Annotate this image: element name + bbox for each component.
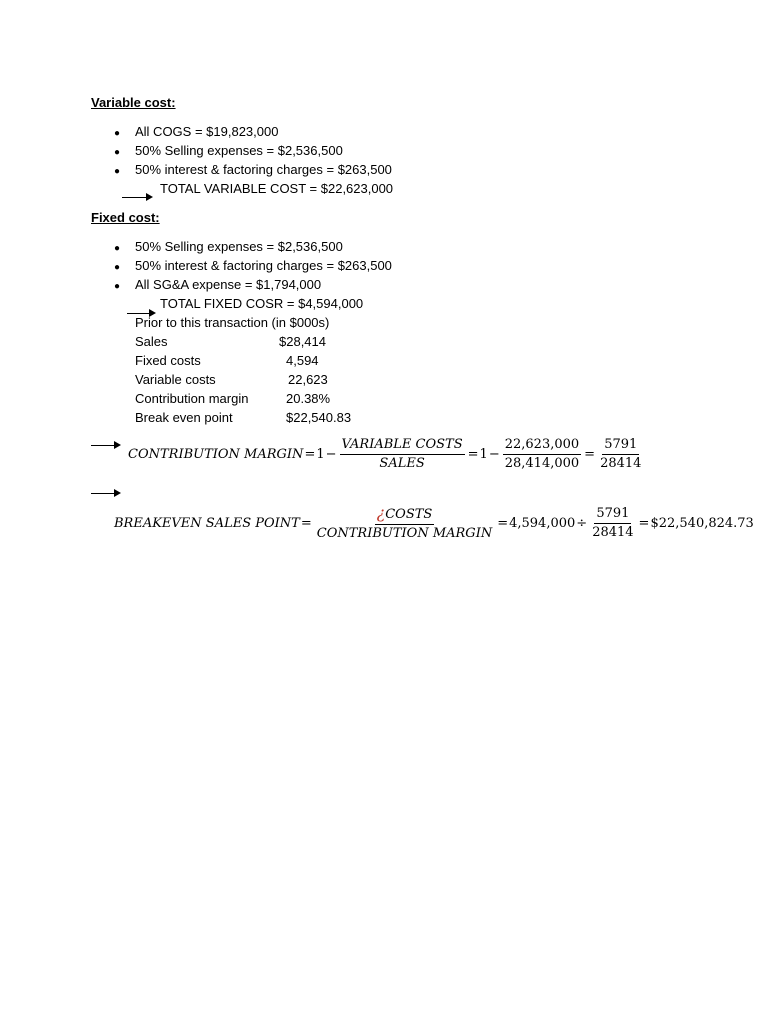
fraction-denominator: SALES bbox=[379, 456, 425, 471]
fraction-denominator: CONTRIBUTION MARGIN bbox=[316, 526, 493, 541]
table-row-label: Variable costs bbox=[135, 372, 216, 387]
fraction bbox=[503, 437, 581, 472]
unknown-glyph: ¿ bbox=[376, 503, 386, 522]
fraction-numerator: 5791 bbox=[602, 437, 639, 455]
right-arrow-icon bbox=[91, 445, 119, 446]
contribution-margin-equation bbox=[128, 437, 645, 472]
table-row-value: $22,540.83 bbox=[286, 410, 352, 425]
fraction bbox=[315, 505, 494, 542]
variable-item-1: All COGS = $19,823,000 bbox=[135, 124, 279, 139]
table-row-value: 4,594 bbox=[286, 353, 319, 368]
fraction-denominator: 28414 bbox=[600, 456, 642, 471]
table-row-label: Contribution margin bbox=[135, 391, 249, 406]
fixed-cost-value: 4,594,000 bbox=[509, 516, 576, 531]
bullet-icon: ● bbox=[114, 281, 121, 292]
table-row-label: Sales bbox=[135, 334, 168, 349]
equals-sign: = bbox=[497, 516, 509, 531]
fraction-numerator: 5791 bbox=[594, 506, 631, 524]
equals-sign: = bbox=[638, 516, 650, 531]
equals-sign: = bbox=[467, 447, 479, 462]
fixed-item-3: All SG&A expense = $1,794,000 bbox=[135, 277, 322, 292]
table-row-value: 20.38% bbox=[286, 391, 331, 406]
fraction bbox=[590, 506, 635, 541]
fixed-item-2: 50% interest & factoring charges = $263,500 bbox=[135, 258, 392, 273]
equation-lhs: CONTRIBUTION MARGIN bbox=[128, 447, 304, 462]
equals-sign: = bbox=[584, 447, 596, 462]
fraction-numerator: VARIABLE COSTS bbox=[340, 437, 465, 455]
table-row-value: 22,623 bbox=[288, 372, 328, 387]
equation-one: 1 bbox=[316, 447, 325, 462]
divide-sign: ÷ bbox=[576, 516, 588, 531]
breakeven-equation bbox=[114, 505, 754, 542]
right-arrow-icon bbox=[91, 493, 119, 494]
variable-cost-heading: Variable cost: bbox=[91, 95, 176, 110]
fraction bbox=[598, 437, 643, 472]
fraction bbox=[340, 437, 465, 472]
right-arrow-icon bbox=[122, 197, 151, 198]
fixed-item-1: 50% Selling expenses = $2,536,500 bbox=[135, 239, 343, 254]
table-row-label: Fixed costs bbox=[135, 353, 201, 368]
fixed-cost-heading: Fixed cost: bbox=[91, 210, 160, 225]
minus-sign: − bbox=[488, 447, 500, 462]
equation-one: 1 bbox=[479, 447, 488, 462]
table-row-value: $28,414 bbox=[279, 334, 326, 349]
total-variable-cost: TOTAL VARIABLE COST = $22,623,000 bbox=[160, 181, 394, 196]
bullet-icon: ● bbox=[114, 262, 121, 273]
equals-sign: = bbox=[304, 447, 316, 462]
fraction-numerator-text: COSTS bbox=[385, 507, 433, 522]
fraction-numerator bbox=[375, 505, 435, 525]
fraction-numerator: 22,623,000 bbox=[503, 437, 581, 455]
breakeven-result: $22,540,824.73 bbox=[650, 516, 754, 531]
fraction-denominator: 28,414,000 bbox=[504, 456, 580, 471]
bullet-icon: ● bbox=[114, 147, 121, 158]
fraction-denominator: 28414 bbox=[592, 525, 634, 540]
bullet-icon: ● bbox=[114, 128, 121, 139]
variable-item-2: 50% Selling expenses = $2,536,500 bbox=[135, 143, 343, 158]
right-arrow-icon bbox=[127, 313, 154, 314]
bullet-icon: ● bbox=[114, 243, 121, 254]
equals-sign: = bbox=[300, 516, 312, 531]
equation-lhs: BREAKEVEN SALES POINT bbox=[114, 516, 300, 531]
table-caption: Prior to this transaction (in $000s) bbox=[135, 315, 330, 330]
total-fixed-cost: TOTAL FIXED COSR = $4,594,000 bbox=[160, 296, 364, 311]
table-row-label: Break even point bbox=[135, 410, 233, 425]
bullet-icon: ● bbox=[114, 166, 121, 177]
variable-item-3: 50% interest & factoring charges = $263,500 bbox=[135, 162, 392, 177]
minus-sign: − bbox=[325, 447, 337, 462]
